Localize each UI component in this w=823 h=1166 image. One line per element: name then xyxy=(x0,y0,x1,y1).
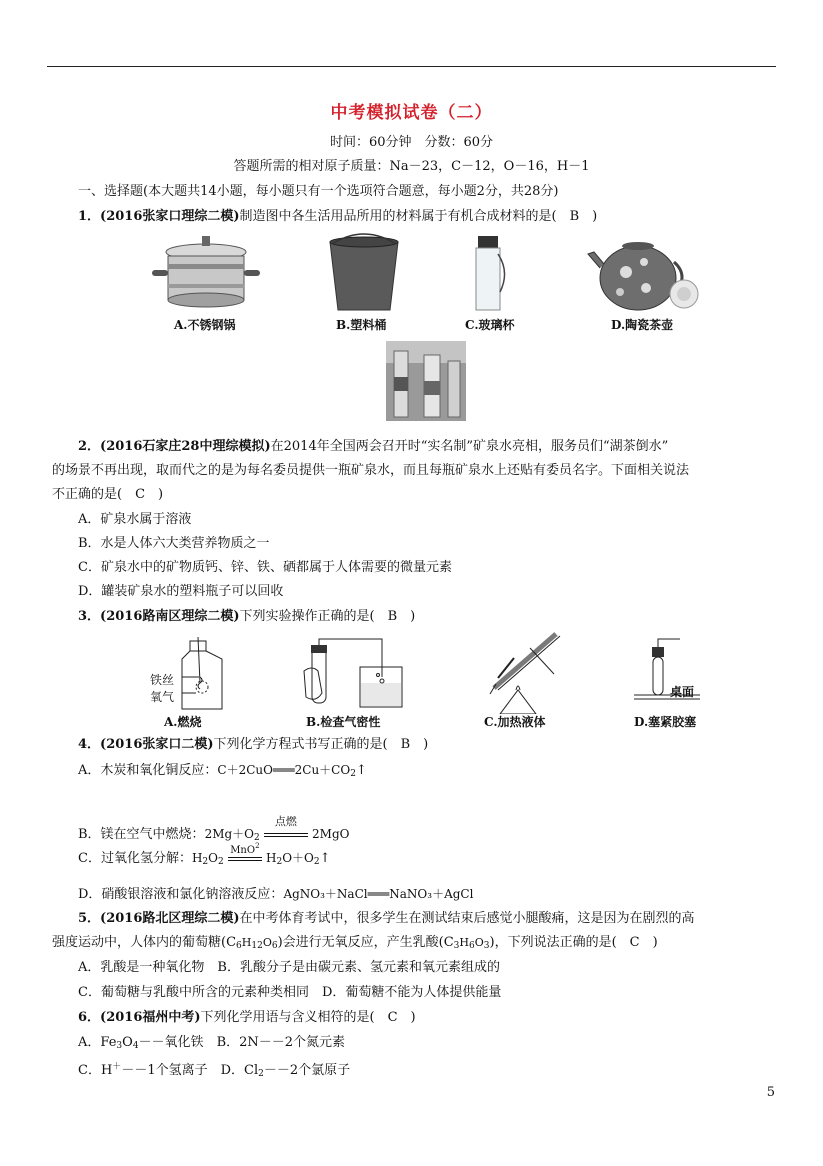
q2-option-b: B．水是人体六大类营养物质之一 xyxy=(78,536,270,551)
q2-option-c: C．矿泉水中的矿物质钙、锌、铁、硒都属于人体需要的微量元素 xyxy=(78,560,452,575)
q4-text: 下列化学方程式书写正确的是( B ) xyxy=(213,737,429,752)
label-iron-wire: 铁丝 xyxy=(150,673,175,687)
glass-cup-image xyxy=(470,232,510,314)
q5-options-ab: A．乳酸是一种氧化物 B．乳酸分子是由碳元素、氢元素和氧元素组成的 xyxy=(78,960,500,975)
q2-number: 2． xyxy=(78,439,101,454)
q5-line1: 在中考体育考试中，很多学生在测试结束后感觉小腿酸痛，这是因为在剧烈的高 xyxy=(239,911,695,926)
q5-line2-end: )，下列说法正确的是( C ) xyxy=(489,935,658,950)
q6-options-cd: C．H＋－－1个氢离子 D．$Cl_2--2$个氯原子 xyxy=(78,1062,351,1079)
q3-caption-d: D.塞紧胶塞 xyxy=(634,715,697,729)
q4-number: 4． xyxy=(78,737,101,752)
label-oxygen: 氧气 xyxy=(150,690,175,704)
q3-number: 3． xyxy=(78,609,101,624)
airtightness-apparatus-figure xyxy=(300,637,410,713)
q4-c-rhs: H xyxy=(266,851,277,865)
q4-a-equation: C＋2CuO═══2Cu＋CO xyxy=(217,763,351,777)
q2-option-a: A．矿泉水属于溶液 xyxy=(78,512,192,527)
q4-c-arrow: MnO$^2$ xyxy=(228,849,262,869)
q5-options-cd: C．葡萄糖与乳酸中所含的元素种类相同 D．葡萄糖不能为人体提供能量 xyxy=(78,985,502,1000)
q2-line3: 不正确的是( C ) xyxy=(52,487,164,502)
stainless-pot-image xyxy=(150,232,262,314)
rubber-stopper-figure xyxy=(630,637,730,713)
q3-caption-c: C.加热液体 xyxy=(484,715,546,729)
question-3 xyxy=(78,607,415,627)
header-rule xyxy=(47,66,776,67)
q4-b-arrow xyxy=(264,815,308,845)
q4-d-equation: AgNO₃＋NaCl═══NaNO₃＋AgCl xyxy=(283,887,474,901)
q6-number: 6． xyxy=(78,1010,101,1025)
q4-b-condition: 点燃 xyxy=(274,815,297,828)
question-1 xyxy=(78,207,597,227)
exam-time: 时间：60分钟 分数：60分 xyxy=(329,135,494,150)
q2-line1: 在2014年全国两会召开时“实名制”矿泉水亮相，服务员们“湖茶倒水” xyxy=(270,439,669,454)
q6-a-start: A．Fe xyxy=(78,1035,117,1050)
q4-b-label: B．镁在空气中燃烧： xyxy=(78,827,205,842)
q6-a-end: －－氧化铁 xyxy=(138,1035,217,1050)
q2-option-d: D．罐装矿泉水的塑料瓶子可以回收 xyxy=(78,584,284,599)
q5-line2: 强度运动中，人体内的葡萄糖$(C_6H_{12}O_6)$会进行无氧反应，产生乳酸$(C_3H_6O_3)$，下列说法正确的是( C ) xyxy=(52,935,658,951)
q4-b-rhs: 2MgO xyxy=(312,827,350,841)
q4-source: (2016张家口二模) xyxy=(100,737,214,752)
q4-c-lhs: H xyxy=(191,851,203,865)
q5-number: 5． xyxy=(78,911,101,926)
page-number: 5 xyxy=(766,1085,775,1100)
q1-caption-a: A.不锈钢锅 xyxy=(174,318,236,332)
atomic-masses: 答题所需的相对原子质量：Na－23，C－12，O－16，H－1 xyxy=(233,159,590,174)
mineral-water-photo xyxy=(386,341,466,421)
q4-b-lhs: 2Mg＋O xyxy=(204,827,255,841)
q5-source: (2016路北区理综二模) xyxy=(100,911,240,926)
q4-c-condition: MnO xyxy=(230,845,256,856)
q4-option-a: A．木炭和氧化铜反应：$C+2CuO═══2Cu+CO_2↑$ xyxy=(78,763,367,779)
q2-source: (2016石家庄28中理综模拟) xyxy=(100,439,271,454)
q6-text: 下列化学用语与含义相符的是( C ) xyxy=(200,1010,416,1025)
q5-line2-start: 强度运动中，人体内的葡萄糖(C xyxy=(52,935,237,950)
page-title: 中考模拟试卷（二） xyxy=(330,103,493,123)
q3-source: (2016路南区理综二模) xyxy=(100,609,240,624)
q3-caption-b: B.检查气密性 xyxy=(306,715,381,729)
q3-caption-a: A.燃烧 xyxy=(164,715,202,729)
q4-option-d xyxy=(78,884,473,905)
q6-c-start: C．H xyxy=(78,1063,113,1078)
q4-d-label: D．硝酸银溶液和氯化钠溶液反应： xyxy=(78,887,284,902)
q3-text: 下列实验操作正确的是( B ) xyxy=(239,609,416,624)
question-2 xyxy=(78,437,668,457)
q1-text: 制造图中各生活用品所用的材料属于有机合成材料的是( B ) xyxy=(239,209,598,224)
q6-c-mid: －－1个氢离子 D．Cl xyxy=(121,1063,259,1078)
q6-d-end: －－2个氯原子 xyxy=(263,1063,351,1078)
ceramic-teapot-image xyxy=(586,232,702,314)
q1-number: 1． xyxy=(78,209,101,224)
q6-source: (2016福州中考) xyxy=(100,1010,201,1025)
question-4 xyxy=(78,735,428,755)
q1-caption-d: D.陶瓷茶壶 xyxy=(611,318,674,332)
label-table: 桌面 xyxy=(670,685,695,699)
q6-b: B．2N－－2个氮元素 xyxy=(216,1035,346,1050)
q1-caption-b: B.塑料桶 xyxy=(336,318,387,332)
heating-liquid-figure xyxy=(470,628,580,714)
q4-option-b: B．镁在空气中燃烧：$2Mg+O_2$ 点燃 2MgO xyxy=(78,824,349,848)
q1-caption-c: C.玻璃杯 xyxy=(465,318,515,332)
question-6 xyxy=(78,1008,416,1028)
question-5 xyxy=(78,909,695,929)
q4-a-label: A．木炭和氧化铜反应： xyxy=(78,763,218,778)
q5-line2-mid: )会进行无氧反应，产生乳酸(C xyxy=(277,935,454,950)
q2-line2: 的场景不再出现，取而代之的是为每名委员提供一瓶矿泉水，而且每瓶矿泉水上还贴有委员名字。下面相关说法 xyxy=(52,463,690,478)
q4-c-label: C．过氧化氢分解： xyxy=(78,851,192,866)
q1-source: (2016张家口理综二模) xyxy=(100,209,240,224)
q6-options-ab: A．$Fe_3O_4--$氧化铁 B．2N－－2个氮元素 xyxy=(78,1035,346,1051)
plastic-bucket-image xyxy=(326,232,402,314)
q4-option-c: C．过氧化氢分解：$H_2O_2$ MnO$^2$ $H_2O+O_2↑$ xyxy=(78,842,331,867)
section-heading: 一、选择题(本大题共14小题，每小题只有一个选项符合题意，每小题2分，共28分) xyxy=(78,184,559,199)
